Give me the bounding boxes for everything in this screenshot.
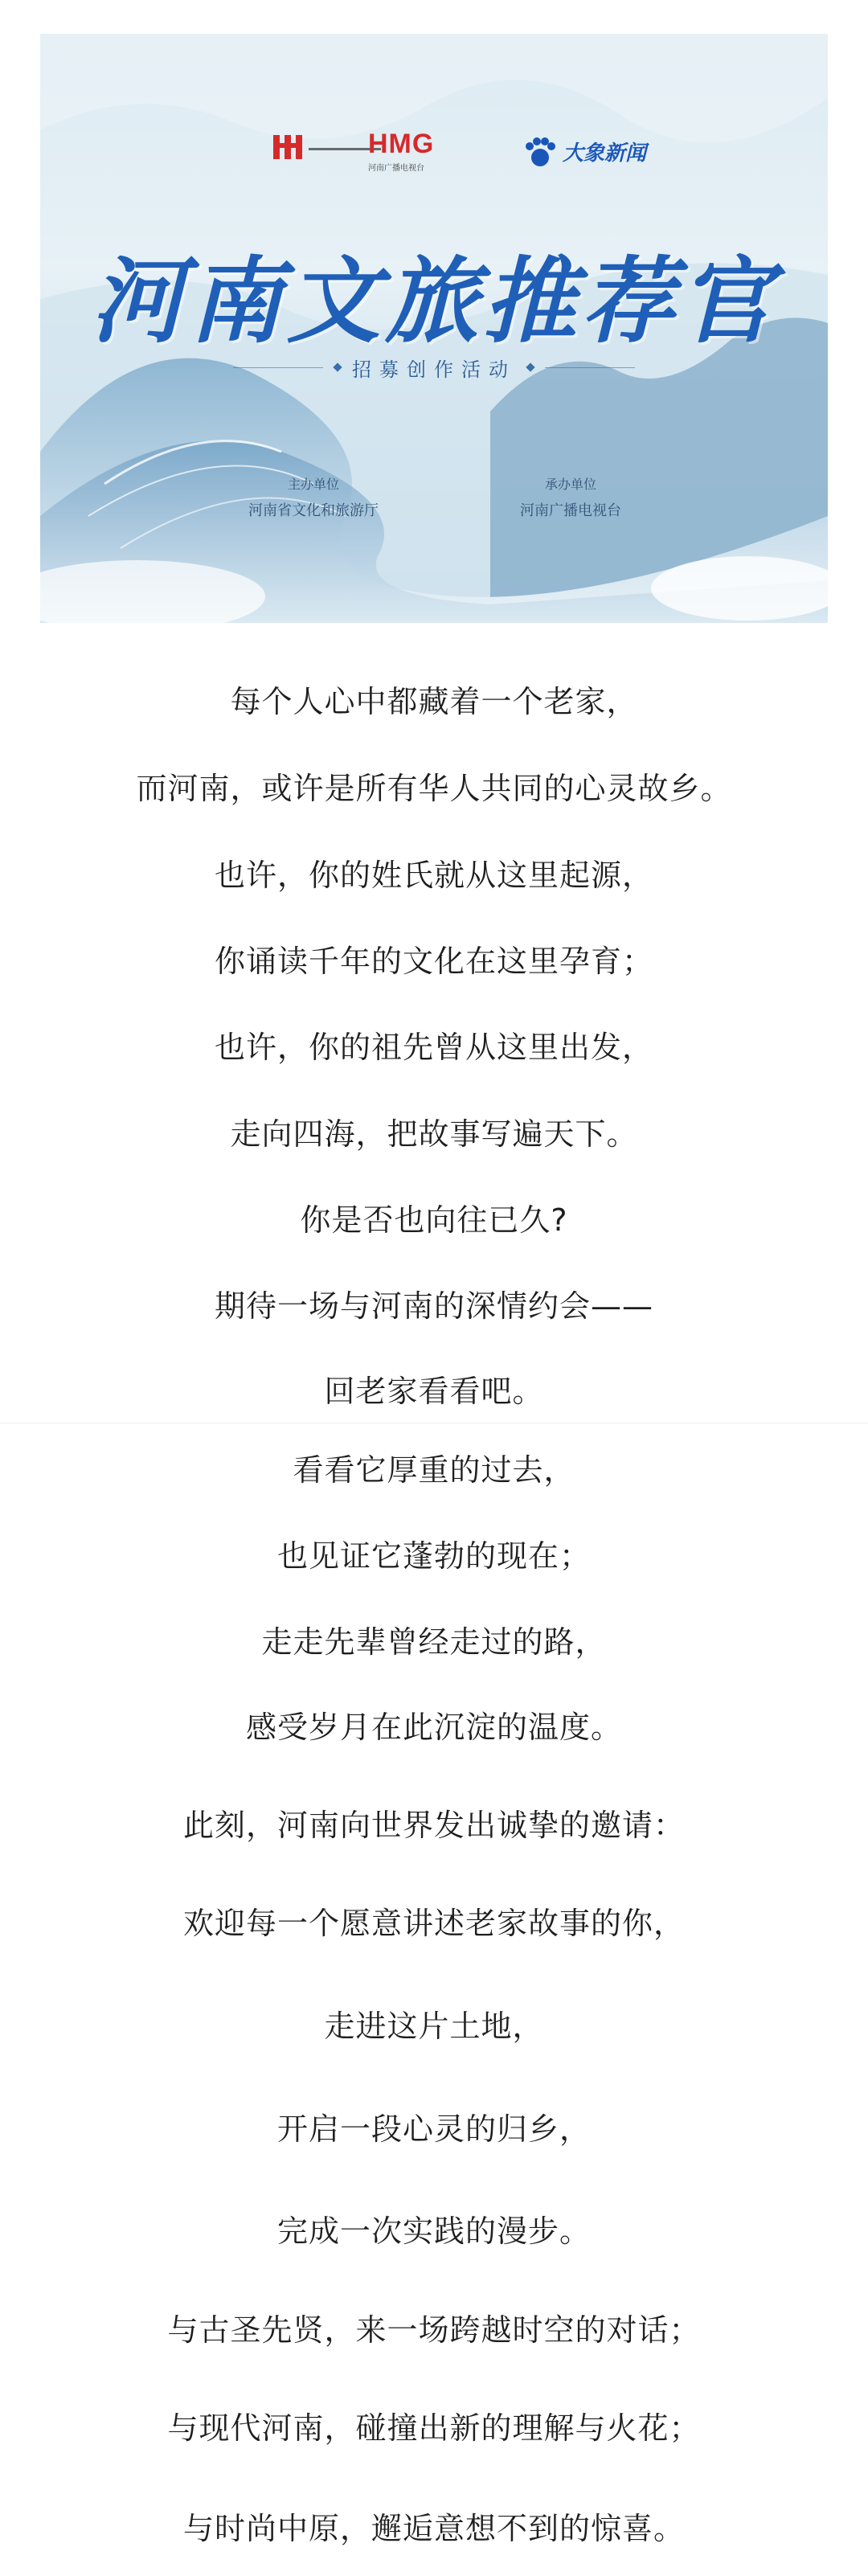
poem-line: 而河南，或许是所有华人共同的心灵故乡。 — [136, 771, 732, 806]
poem-line: 也许，你的姓氏就从这里起源， — [214, 858, 653, 893]
poem-line: 开启一段心灵的归乡， — [276, 2111, 591, 2147]
undertaker-organizer — [490, 474, 651, 520]
host-role: 主办单位 — [287, 477, 339, 492]
hmg-logo-subtext: 河南广播电视台 — [368, 164, 424, 173]
poem-line: 回老家看看吧。 — [324, 1374, 544, 1409]
poem-line: 也许，你的祖先曾从这里出发， — [214, 1030, 653, 1065]
poem-line: 每个人心中都藏着一个老家， — [230, 684, 638, 719]
undertaker-name: 河南广播电视台 — [520, 502, 621, 519]
poem-line: 与现代河南，碰撞出新的理解与火花； — [167, 2410, 701, 2446]
diamond-icon — [333, 362, 342, 371]
sponsor-logos — [40, 129, 828, 177]
poem-line: 完成一次实践的漫步。 — [276, 2214, 591, 2249]
daxiang-news-text: 大象新闻 — [563, 141, 647, 166]
poem-line: 走进这片土地， — [324, 2009, 544, 2044]
paw-icon — [522, 135, 558, 170]
daxiang-news-logo — [522, 135, 651, 170]
poem-line: 走向四海，把故事写遍天下。 — [230, 1116, 638, 1152]
undertaker-role: 承办单位 — [544, 477, 596, 492]
diamond-icon — [526, 362, 534, 371]
poem-line: 走走先辈曾经走过的路， — [261, 1624, 607, 1660]
divider-line — [233, 367, 323, 368]
campaign-banner — [40, 34, 828, 623]
banner-subtitle: 招募创作活动 — [352, 358, 516, 381]
banner-subtitle-row — [233, 351, 635, 383]
divider-line — [545, 367, 635, 368]
host-name: 河南省文化和旅游厅 — [248, 502, 379, 519]
poem-line: 此刻，河南向世界发出诚挚的邀请： — [182, 1808, 685, 1843]
poem-line: 你诵读千年的文化在这里孕育； — [214, 944, 653, 979]
poem-line: 也见证它蓬勃的现在； — [276, 1538, 591, 1574]
poem-line: 欢迎每一个愿意讲述老家故事的你， — [182, 1906, 685, 1941]
poem-line: 与时尚中原，邂逅意想不到的惊喜。 — [182, 2511, 685, 2546]
hmg-logo — [368, 129, 497, 174]
poem-line: 与古圣先贤，来一场跨越时空的对话； — [167, 2312, 701, 2348]
hmg-logo-text: HMG — [368, 129, 435, 159]
poem-line: 期待一场与河南的深情约会—— — [214, 1288, 653, 1324]
banner-title: 河南文旅推荐官 — [91, 247, 777, 356]
host-organizer — [233, 474, 394, 520]
poem-line: 你是否也向往已久? — [300, 1202, 568, 1238]
poem-line: 感受岁月在此沉淀的温度。 — [245, 1710, 622, 1745]
poem-line: 看看它厚重的过去， — [293, 1452, 575, 1488]
